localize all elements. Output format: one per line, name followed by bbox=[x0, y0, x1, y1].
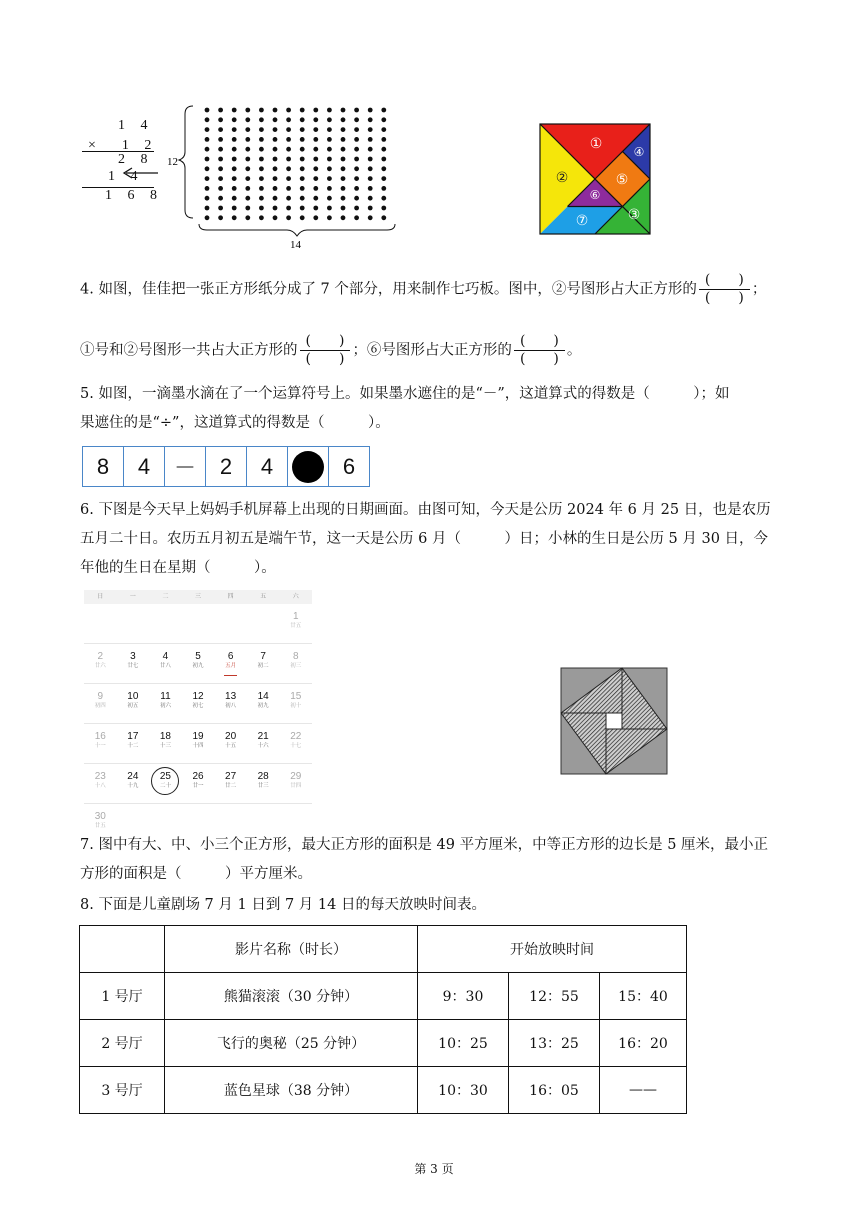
dot bbox=[368, 147, 373, 152]
answer-fraction-2[interactable]: $\frac{( )}{( )}$ bbox=[300, 333, 351, 368]
dot bbox=[381, 206, 386, 211]
dot bbox=[218, 206, 223, 211]
dot bbox=[232, 137, 237, 142]
dot bbox=[327, 157, 332, 162]
dot bbox=[381, 127, 386, 132]
dot bbox=[327, 206, 332, 211]
dot bbox=[205, 196, 210, 201]
dot bbox=[205, 176, 210, 181]
table-row: 3 号厅 蓝色星球（38 分钟） 10：30 16：05 —— bbox=[80, 1067, 687, 1114]
calendar-day: 21 十六 bbox=[257, 731, 269, 749]
dot bbox=[232, 196, 237, 201]
calendar-day: 20 十五 bbox=[225, 731, 237, 749]
tangram-label-1: ① bbox=[589, 136, 603, 152]
question-5-line-1: 5. 如图，一滴墨水滴在了一个运算符号上。如果墨水遮住的是“－”，这道算式的得数是（ ）；如 bbox=[80, 386, 730, 402]
calendar-day: 26 廿一 bbox=[192, 771, 204, 789]
dot bbox=[218, 117, 223, 122]
dot bbox=[286, 176, 291, 181]
calendar-day: 23 十八 bbox=[94, 771, 106, 789]
dot bbox=[218, 196, 223, 201]
calendar bbox=[84, 590, 312, 843]
dot bbox=[205, 127, 210, 132]
strip-cell: 4 bbox=[124, 447, 165, 486]
dot bbox=[286, 196, 291, 201]
dot bbox=[232, 206, 237, 211]
calendar-day: 17 十二 bbox=[127, 731, 139, 749]
calendar-day: 1 廿五 bbox=[290, 611, 302, 629]
mult-row-1: 1 4 bbox=[118, 118, 154, 133]
dot bbox=[327, 196, 332, 201]
dot bbox=[245, 117, 250, 122]
calendar-day: 7 初二 bbox=[257, 651, 269, 669]
page-number: 第 3 页 bbox=[414, 1162, 454, 1176]
dot bbox=[245, 186, 250, 191]
dot bbox=[300, 157, 305, 162]
dot bbox=[341, 157, 346, 162]
dot bbox=[300, 166, 305, 171]
dot bbox=[354, 215, 359, 220]
dot bbox=[354, 196, 359, 201]
dot bbox=[341, 147, 346, 152]
dot bbox=[354, 166, 359, 171]
calendar-day: 8 初三 bbox=[290, 651, 302, 669]
tangram-label-5: ⑤ bbox=[615, 172, 629, 188]
dot bbox=[381, 176, 386, 181]
calendar-day: 30 廿五 bbox=[94, 811, 106, 829]
question-6-line-2: 五月二十日。农历五月初五是端午节，这一天是公历 6 月（ ）日；小林的生日是公历 5 月 30 日，今 bbox=[80, 531, 769, 547]
ink-blot-cell bbox=[288, 447, 329, 486]
dot bbox=[368, 157, 373, 162]
calendar-day: 9 初四 bbox=[94, 691, 106, 709]
dot bbox=[341, 206, 346, 211]
dot bbox=[300, 215, 305, 220]
dot bbox=[232, 215, 237, 220]
dot-array-figure bbox=[165, 100, 405, 255]
dot bbox=[327, 176, 332, 181]
dot bbox=[300, 186, 305, 191]
dot bbox=[341, 196, 346, 201]
calendar-day bbox=[214, 604, 247, 643]
dot bbox=[300, 147, 305, 152]
calendar-day: 10 初五 bbox=[127, 691, 139, 709]
question-6-line-3: 年他的生日在星期（ ）。 bbox=[80, 560, 276, 576]
dot bbox=[259, 117, 264, 122]
mult-row-4: 1 4 bbox=[108, 169, 144, 184]
dot bbox=[259, 147, 264, 152]
dot bbox=[205, 108, 210, 113]
dot bbox=[368, 108, 373, 113]
dot bbox=[205, 157, 210, 162]
dot bbox=[286, 206, 291, 211]
dot bbox=[354, 137, 359, 142]
dot bbox=[300, 117, 305, 122]
dot bbox=[232, 147, 237, 152]
dot bbox=[259, 127, 264, 132]
dot bbox=[218, 176, 223, 181]
calendar-day: 16 十一 bbox=[94, 731, 106, 749]
dot bbox=[354, 206, 359, 211]
question-7-line-1: 7. 图中有大、中、小三个正方形，最大正方形的面积是 49 平方厘米，中等正方形的边长是 5 厘米，最小正 bbox=[80, 837, 769, 853]
dot bbox=[245, 108, 250, 113]
calendar-day: 11 初六 bbox=[159, 691, 171, 709]
dot bbox=[259, 157, 264, 162]
dot bbox=[341, 127, 346, 132]
tangram-label-6: ⑥ bbox=[589, 188, 601, 202]
dot bbox=[205, 147, 210, 152]
calendar-day: 14 初九 bbox=[257, 691, 269, 709]
dot bbox=[245, 147, 250, 152]
calendar-weekdays: 日 一 二 三 四 五 六 bbox=[84, 590, 312, 604]
dot bbox=[381, 215, 386, 220]
dot bbox=[232, 176, 237, 181]
dot bbox=[313, 157, 318, 162]
strip-cell: 4 bbox=[247, 447, 288, 486]
dot bbox=[218, 215, 223, 220]
dot bbox=[313, 117, 318, 122]
dot bbox=[245, 206, 250, 211]
dot bbox=[232, 166, 237, 171]
dot bbox=[232, 127, 237, 132]
table-row: 2 号厅 飞行的奥秘（25 分钟） 10：25 13：25 16：20 bbox=[80, 1020, 687, 1067]
dot bbox=[381, 137, 386, 142]
dot bbox=[354, 127, 359, 132]
dot bbox=[313, 137, 318, 142]
calendar-week bbox=[84, 644, 312, 684]
dot bbox=[354, 176, 359, 181]
dot bbox=[286, 127, 291, 132]
dot bbox=[273, 108, 278, 113]
calendar-day: 13 初八 bbox=[225, 691, 237, 709]
dot bbox=[381, 166, 386, 171]
dot bbox=[381, 196, 386, 201]
dot bbox=[232, 186, 237, 191]
dot bbox=[273, 215, 278, 220]
calendar-day bbox=[84, 604, 117, 643]
dot bbox=[218, 108, 223, 113]
dot bbox=[368, 137, 373, 142]
calendar-day: 6 五月 bbox=[214, 644, 247, 683]
dot bbox=[245, 127, 250, 132]
dot bbox=[300, 206, 305, 211]
dot bbox=[245, 196, 250, 201]
dot bbox=[368, 127, 373, 132]
strip-cell: － bbox=[165, 447, 206, 486]
dot bbox=[273, 127, 278, 132]
arrow-icon bbox=[120, 166, 160, 180]
calendar-day: 19 十四 bbox=[192, 731, 204, 749]
calendar-day: 24 十九 bbox=[127, 771, 139, 789]
dot bbox=[286, 137, 291, 142]
schedule-table bbox=[79, 925, 687, 1114]
answer-fraction-3[interactable]: $\frac{( )}{( )}$ bbox=[514, 333, 565, 368]
dot bbox=[368, 215, 373, 220]
dot bbox=[327, 166, 332, 171]
dot bbox=[218, 157, 223, 162]
dot bbox=[205, 166, 210, 171]
dot bbox=[327, 117, 332, 122]
mult-row-5: 1 6 8 bbox=[105, 188, 163, 203]
calendar-day: 27 廿二 bbox=[225, 771, 237, 789]
calendar-day: 2 廿六 bbox=[94, 651, 106, 669]
dot bbox=[273, 137, 278, 142]
dot bbox=[381, 157, 386, 162]
dot bbox=[218, 186, 223, 191]
number-strip bbox=[82, 446, 370, 487]
dot bbox=[218, 147, 223, 152]
tangram-label-4: ④ bbox=[633, 145, 645, 159]
dot bbox=[232, 108, 237, 113]
dot bbox=[259, 108, 264, 113]
question-4-line-1: 4. 如图，佳佳把一张正方形纸分成了 7 个部分，用来制作七巧板。图中，②号图形占大正方形的 $\frac{( )}{( )}$ ； bbox=[80, 272, 767, 306]
dot bbox=[259, 137, 264, 142]
dot bbox=[341, 137, 346, 142]
dot bbox=[327, 137, 332, 142]
dot bbox=[273, 147, 278, 152]
dot bbox=[341, 176, 346, 181]
dot bbox=[368, 117, 373, 122]
dot bbox=[381, 117, 386, 122]
dot bbox=[286, 215, 291, 220]
dot bbox=[218, 137, 223, 142]
question-7-line-2: 方形的面积是（ ）平方厘米。 bbox=[80, 866, 312, 882]
tangram-label-3: ③ bbox=[627, 207, 641, 223]
dot bbox=[286, 157, 291, 162]
question-5-line-2: 果遮住的是“÷”，这道算式的得数是（ ）。 bbox=[80, 415, 390, 431]
dot-rows-label: 12 bbox=[167, 156, 178, 168]
dot bbox=[354, 117, 359, 122]
calendar-day bbox=[149, 604, 182, 643]
question-8-line-1: 8. 下面是儿童剧场 7 月 1 日到 7 月 14 日的每天放映时间表。 bbox=[80, 897, 486, 913]
strip-cell: 6 bbox=[342, 453, 356, 479]
calendar-day: 4 廿八 bbox=[159, 651, 171, 669]
strip-cell: 2 bbox=[206, 447, 247, 486]
dot bbox=[313, 196, 318, 201]
dot bbox=[232, 157, 237, 162]
answer-fraction-1[interactable]: $\frac{( )}{( )}$ bbox=[699, 272, 750, 307]
dot bbox=[218, 166, 223, 171]
dot bbox=[259, 215, 264, 220]
dot bbox=[368, 206, 373, 211]
dot bbox=[327, 147, 332, 152]
dot bbox=[273, 176, 278, 181]
nested-squares-figure bbox=[560, 667, 668, 775]
dot bbox=[368, 166, 373, 171]
calendar-day: 22 十七 bbox=[290, 731, 302, 749]
dot bbox=[313, 186, 318, 191]
calendar-day: 25 二十 bbox=[149, 764, 182, 803]
dot-cols-label: 14 bbox=[290, 239, 301, 251]
calendar-day: 15 初十 bbox=[290, 691, 302, 709]
dot bbox=[205, 117, 210, 122]
dot bbox=[381, 108, 386, 113]
dot bbox=[300, 137, 305, 142]
dot bbox=[259, 176, 264, 181]
dot bbox=[313, 215, 318, 220]
dot bbox=[368, 186, 373, 191]
tangram-figure bbox=[538, 122, 652, 236]
mult-row-3: 2 8 bbox=[118, 152, 154, 167]
dot bbox=[300, 196, 305, 201]
calendar-day: 28 廿三 bbox=[257, 771, 269, 789]
dot bbox=[327, 127, 332, 132]
table-row: 1 号厅 熊猫滚滚（30 分钟） 9：30 12：55 15：40 bbox=[80, 973, 687, 1020]
dot bbox=[205, 215, 210, 220]
dot bbox=[259, 186, 264, 191]
tangram-label-7: ⑦ bbox=[575, 213, 589, 229]
dot bbox=[232, 117, 237, 122]
dot bbox=[354, 147, 359, 152]
dot bbox=[327, 215, 332, 220]
dot bbox=[313, 108, 318, 113]
dot bbox=[259, 166, 264, 171]
dot bbox=[368, 176, 373, 181]
calendar-week bbox=[84, 684, 312, 724]
q4-text-a: 4. 如图，佳佳把一张正方形纸分成了 7 个部分，用来制作七巧板。图中，②号图形占大正方形的 bbox=[80, 281, 697, 298]
dot bbox=[205, 206, 210, 211]
mult-row-2: × 1 2 bbox=[88, 138, 158, 153]
dot bbox=[273, 196, 278, 201]
calendar-day: 3 廿七 bbox=[127, 651, 139, 669]
dot bbox=[381, 186, 386, 191]
dot bbox=[327, 186, 332, 191]
dot bbox=[259, 196, 264, 201]
dot bbox=[354, 186, 359, 191]
dot bbox=[341, 108, 346, 113]
dot bbox=[245, 157, 250, 162]
calendar-day: 5 初九 bbox=[192, 651, 204, 669]
dot bbox=[341, 117, 346, 122]
table-header-row: 影片名称（时长） 开始放映时间 bbox=[80, 926, 687, 973]
calendar-week bbox=[84, 764, 312, 804]
tangram-label-2: ② bbox=[555, 170, 569, 186]
dot bbox=[313, 206, 318, 211]
dot bbox=[313, 166, 318, 171]
dot bbox=[205, 186, 210, 191]
dot bbox=[286, 117, 291, 122]
dot bbox=[313, 127, 318, 132]
calendar-day: 12 初七 bbox=[192, 691, 204, 709]
calendar-week bbox=[84, 724, 312, 764]
dot bbox=[341, 215, 346, 220]
dot bbox=[273, 186, 278, 191]
dot bbox=[245, 176, 250, 181]
dot bbox=[313, 147, 318, 152]
dot bbox=[286, 147, 291, 152]
dot bbox=[313, 176, 318, 181]
dot bbox=[354, 157, 359, 162]
dot bbox=[354, 108, 359, 113]
dot bbox=[245, 166, 250, 171]
dot bbox=[286, 108, 291, 113]
calendar-day: 29 廿四 bbox=[290, 771, 302, 789]
dot bbox=[245, 137, 250, 142]
dot bbox=[273, 166, 278, 171]
dot bbox=[327, 108, 332, 113]
question-6-line-1: 6. 下图是今天早上妈妈手机屏幕上出现的日期画面。由图可知，今天是公历 2024 年 6 月 25 日，也是农历 bbox=[80, 502, 771, 518]
dot bbox=[300, 176, 305, 181]
dot bbox=[259, 206, 264, 211]
dot bbox=[300, 127, 305, 132]
dot bbox=[341, 186, 346, 191]
dot bbox=[286, 186, 291, 191]
dot bbox=[368, 196, 373, 201]
dot bbox=[286, 166, 291, 171]
calendar-day bbox=[117, 604, 150, 643]
dot bbox=[218, 127, 223, 132]
dot bbox=[273, 157, 278, 162]
dot bbox=[273, 206, 278, 211]
calendar-day: 18 十三 bbox=[159, 731, 171, 749]
calendar-day bbox=[182, 604, 215, 643]
dot bbox=[300, 108, 305, 113]
dot bbox=[341, 166, 346, 171]
dot bbox=[273, 117, 278, 122]
calendar-week bbox=[84, 604, 312, 644]
question-4-line-2: ①号和②号图形一共占大正方形的 $\frac{( )}{( )}$ ；⑥号图形占大正方形的 $\frac{( )}{( )}$ 。 bbox=[80, 333, 582, 367]
strip-cell: 8 bbox=[83, 447, 124, 486]
dot bbox=[245, 215, 250, 220]
dot bbox=[205, 137, 210, 142]
calendar-day bbox=[247, 604, 280, 643]
calendar-body bbox=[84, 604, 312, 843]
dot bbox=[381, 147, 386, 152]
ink-blot bbox=[292, 451, 324, 483]
